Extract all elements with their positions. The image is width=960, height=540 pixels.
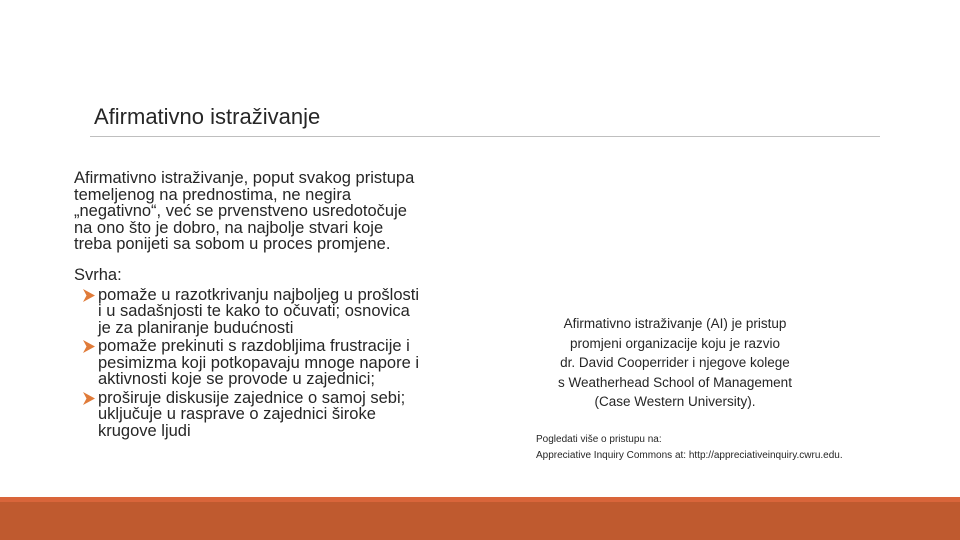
side-note-line: Afirmativno istraživanje (AI) je pristup: [563, 316, 787, 331]
arrow-icon: [82, 391, 96, 406]
arrow-icon: [82, 339, 96, 354]
list-item: [74, 287, 494, 337]
main-content: [74, 170, 494, 439]
bullet-line: uključuje u rasprave o zajednici široke: [98, 405, 376, 423]
bullet-line: aktivnosti koje se provode u zajednici;: [98, 370, 375, 388]
side-note-line: (Case Western University).: [594, 394, 756, 409]
bullet-line: krugove ljudi: [98, 421, 191, 440]
title-divider: [90, 136, 880, 137]
reference-line: Pogledati više o pristupu na:: [536, 434, 662, 445]
side-note-line: s Weatherhead School of Management: [558, 374, 792, 390]
bullet-line: pesimizma koji potkopavaju mnoge napore i: [98, 353, 420, 372]
list-item: [74, 338, 494, 388]
intro-line: na ono što je dobro, na najbolje stvari koje: [74, 218, 384, 237]
bullet-line: je za planiranje budućnosti: [98, 318, 294, 337]
intro-line: „negativno“, već se prvenstveno usredotočuje: [74, 202, 407, 220]
bullet-line: i u sadašnjosti te kako to očuvati; osnovica: [98, 302, 410, 320]
footer-accent-line: [0, 497, 960, 502]
slide-title: Afirmativno istraživanje: [94, 104, 321, 129]
reference-note: [536, 432, 936, 464]
intro-line: temeljenog na prednostima, ne negira: [74, 185, 352, 204]
reference-line: Appreciative Inquiry Commons at: http://appreciativeinquiry.cwru.edu.: [536, 450, 843, 461]
intro-line: Afirmativno istraživanje, poput svakog pristupa: [74, 169, 415, 187]
side-note: [520, 314, 830, 412]
intro-line: treba ponijeti sa sobom u proces promjene.: [74, 235, 391, 253]
purpose-heading: Svrha:: [74, 265, 122, 284]
footer-bar: [0, 497, 960, 540]
purpose-list: [74, 287, 494, 440]
list-item: [74, 390, 494, 440]
side-note-line: promjeni organizacije koju je razvio: [569, 335, 781, 351]
side-note-line: dr. David Cooperrider i njegove kolege: [560, 355, 790, 370]
bullet-line: proširuje diskusije zajednice o samoj sebi;: [98, 388, 406, 407]
intro-paragraph: [74, 170, 494, 253]
arrow-icon: [82, 288, 96, 303]
bullet-line: pomaže prekinuti s razdobljima frustracije i: [98, 337, 410, 355]
bullet-line: pomaže u razotkrivanju najboljeg u prošlosti: [98, 285, 420, 304]
